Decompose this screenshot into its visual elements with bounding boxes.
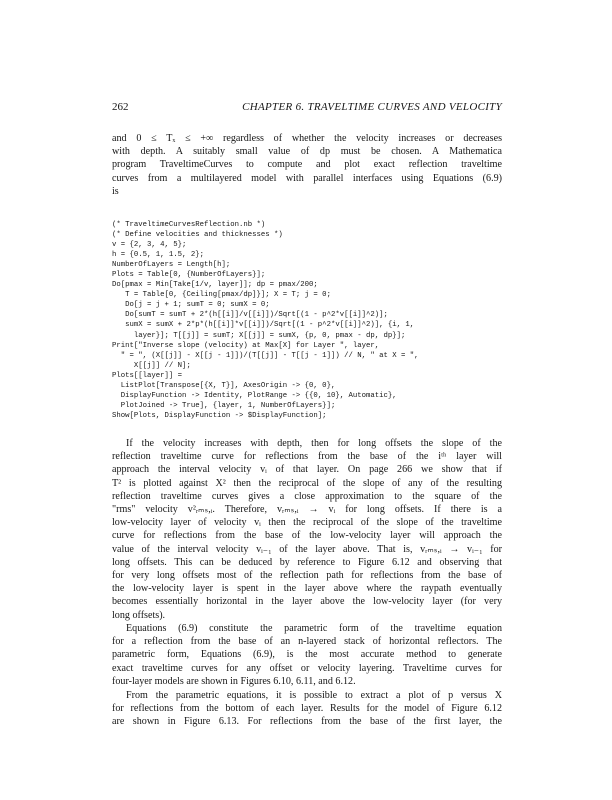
code-line: ListPlot[Transpose[{X, T}], AxesOrigin -> {0, 0},: [112, 381, 336, 390]
code-line: Print["Inverse slope (velocity) at Max[X] for Layer ", layer,: [112, 341, 380, 350]
code-line: X[[j]] // N];: [112, 361, 191, 370]
code-line: Do[pmax = Min[Take[1/v, layer]]; dp = pmax/200;: [112, 281, 318, 290]
intro-paragraph: [112, 132, 502, 198]
code-line: PlotJoined -> True], {layer, 1, NumberOfLayers}];: [112, 401, 336, 410]
code-line: Show[Plots, DisplayFunction -> $DisplayFunction];: [112, 411, 327, 420]
text-line: reflection traveltime curve for reflections from the base of the iᵗʰ layer will: [112, 451, 502, 463]
code-line: NumberOfLayers = Length[h];: [112, 261, 231, 270]
body-paragraph-2: [112, 622, 502, 688]
text-line: reflection traveltime curves gives a close approximation to the square of the: [112, 490, 502, 502]
text-line: "rms" velocity v²ᵣₘₛ,ᵢ. Therefore, vᵣₘₛ,ᵢ → vᵢ for long offsets. If there is a: [112, 504, 502, 516]
code-line: DisplayFunction -> Identity, PlotRange -> {{0, 10}, Automatic},: [112, 391, 397, 400]
text-line: Equations (6.9) constitute the parametric form of the traveltime equation: [126, 623, 502, 634]
text-line: approach the interval velocity vᵢ of that layer. On page 266 we show that if: [112, 464, 502, 476]
code-line: layer}]; T[[j]] = sumT; X[[j]] = sumX, {p, 0, pmax - dp, dp}];: [112, 331, 406, 340]
page-header: [112, 101, 502, 115]
code-line: h = {0.5, 1, 1.5, 2};: [112, 251, 204, 260]
text-line: is: [112, 185, 119, 197]
text-line: and 0 ≤ Tₓ ≤ +∞ regardless of whether the velocity increases or decreases: [112, 133, 502, 144]
code-line: Do[sumT = sumT + 2*(h[[i]]/v[[i]])/Sqrt[(1 - p^2*v[[i]]^2)];: [112, 311, 388, 320]
text-line: are shown in Figure 6.13. For reflections from the base of the first layer, the: [112, 716, 502, 728]
text-line: parametric form, Equations (6.9), is the most accurate method to generate: [112, 649, 502, 661]
text-line: low-velocity layer of velocity vᵢ then the reciprocal of the slope of the traveltime: [112, 517, 502, 529]
page-number: 262: [112, 101, 129, 113]
code-line: sumX = sumX + 2*p*(h[[i]]*v[[i]])/Sqrt[(1 - p^2*v[[i]]^2)], {i, 1,: [112, 321, 415, 330]
code-line: Do[j = j + 1; sumT = 0; sumX = 0;: [112, 301, 270, 310]
code-line: (* Define velocities and thicknesses *): [112, 231, 283, 240]
code-line: T = Table[0, {Ceiling[pmax/dp]}]; X = T; j = 0;: [112, 291, 331, 300]
text-line: value of the interval velocity vᵢ₋₁ of the layer above. That is, vᵣₘₛ,ᵢ → vᵢ₋₁ for: [112, 543, 502, 555]
text-line: curves from a multilayered model with parallel interfaces using Equations (6.9): [112, 172, 502, 184]
text-line: curve for reflections from the base of the low-velocity layer will approach the: [112, 530, 502, 542]
text-line: four-layer models are shown in Figures 6.10, 6.11, and 6.12.: [112, 675, 356, 687]
body-paragraph-3: [112, 689, 502, 729]
text-line: for reflections from the bottom of each layer. Results for the model of Figure 6.12: [112, 703, 502, 715]
text-line: If the velocity increases with depth, then for long offsets the slope of the: [126, 438, 502, 449]
running-head: CHAPTER 6. TRAVELTIME CURVES AND VELOCITY: [242, 101, 502, 113]
text-line: with depth. A suitably small value of dp must be chosen. A Mathematica: [112, 146, 502, 158]
text-line: long offsets).: [112, 609, 166, 621]
text-line: program TraveltimeCurves to compute and plot exact reflection traveltime: [112, 159, 502, 171]
code-line: Plots[[layer]] =: [112, 371, 183, 380]
text-line: exact traveltime curves for any offset or velocity layering. Traveltime curves for: [112, 662, 502, 674]
text-line: the low-velocity layer is spent in the layer above where the raypath eventually: [112, 583, 502, 595]
text-line: T² is plotted against X² then the reciprocal of the slope of any of the resulting: [112, 477, 502, 489]
text-line: for very long offsets most of the reflection path for reflections from the base of: [112, 570, 502, 582]
text-line: From the parametric equations, it is possible to extract a plot of p versus X: [126, 690, 502, 701]
code-listing: [112, 220, 507, 421]
code-line: " = ", (X[[j]] - X[[j - 1]])/(T[[j]] - T[[j - 1]]) // N, " at X = ",: [112, 351, 419, 360]
code-line: (* TraveltimeCurvesReflection.nb *): [112, 221, 266, 229]
code-line: v = {2, 3, 4, 5};: [112, 241, 187, 250]
code-line: Plots = Table[0, {NumberOfLayers}];: [112, 271, 266, 280]
body-paragraph-1: [112, 437, 502, 622]
text-line: becomes essentially horizontal in the layer above the low-velocity layer (for very: [112, 596, 502, 608]
text-line: long offsets. This can be deduced by reference to Figure 6.12 and observing that: [112, 556, 502, 568]
text-line: for a reflection from the base of an n-layered stack of horizontal reflectors. The: [112, 636, 502, 648]
